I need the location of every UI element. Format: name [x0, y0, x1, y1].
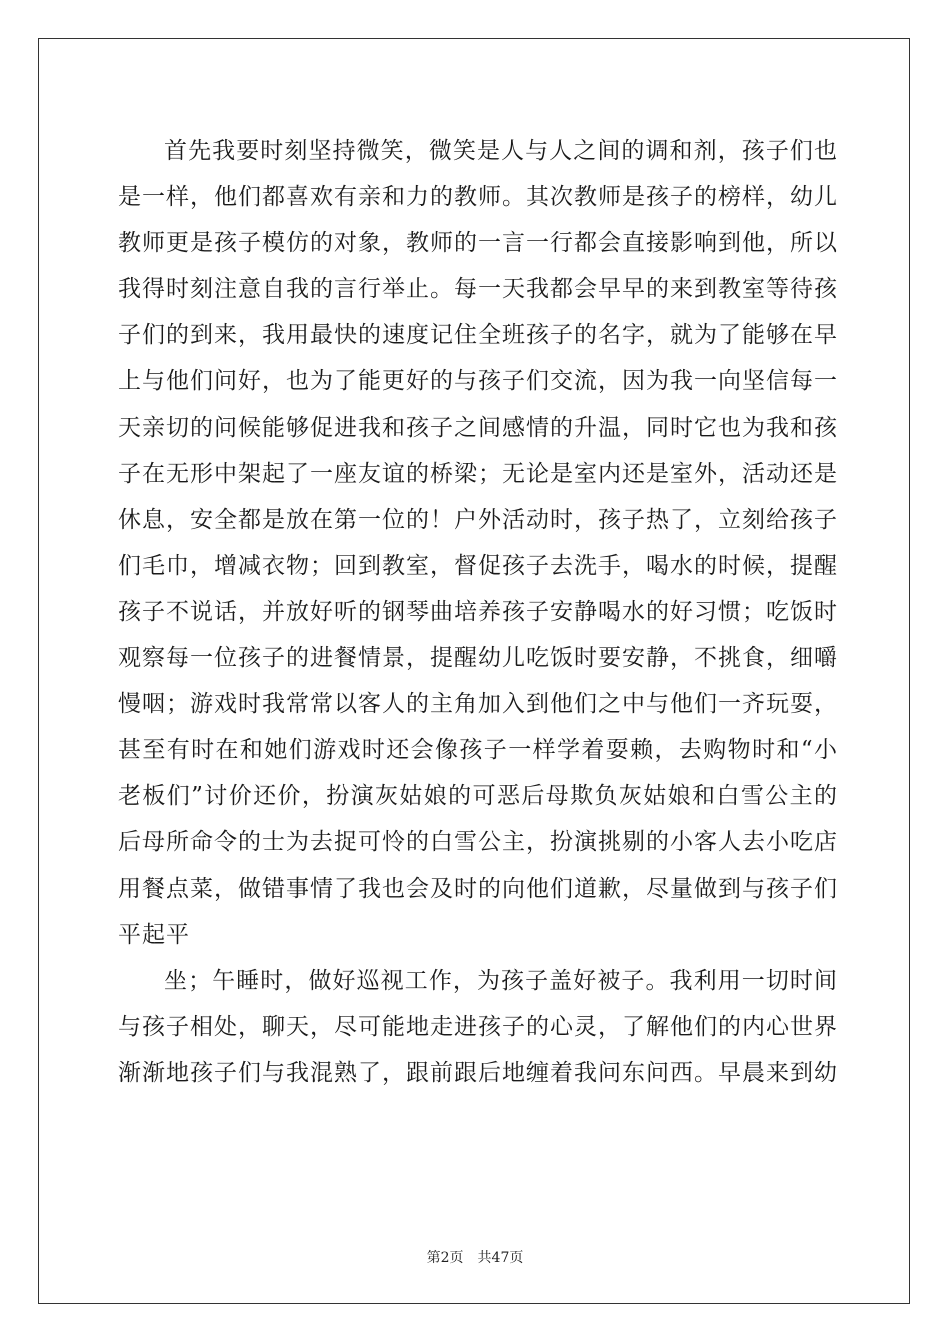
page-number: 第2页 — [426, 1250, 464, 1266]
paragraph-1: 首先我要时刻坚持微笑，微笑是人与人之间的调和剂，孩子们也是一样，他们都喜欢有亲和力的教师。其次教师是孩子的榜样，幼儿教师更是孩子模仿的对象，教师的一言一行都会直接影响到他，所以我得时刻注意自我的言行举止。每一天我都会早早的来到教室等待孩子们的到来，我用最快的速度记住全班孩子的名字，就为了能够在早上与他们问好，也为了能更好的与孩子们交流，因为我一向坚信每一天亲切的问候能够促进我和孩子之间感情的升温，同时它也为我和孩子在无形中架起了一座友谊的桥梁；无论是室内还是室外，活动还是休息，安全都是放在第一位的！户外活动时，孩子热了，立刻给孩子们毛巾，增减衣物；回到教室，督促孩子去洗手，喝水的时候，提醒孩子不说话，并放好听的钢琴曲培养孩子安静喝水的好习惯；吃饭时观察每一位孩子的进餐情景，提醒幼儿吃饭时要安静，不挑食，细嚼慢咽；游戏时我常常以客人的主角加入到他们之中与他们一齐玩耍，甚至有时在和她们游戏时还会像孩子一样学着耍赖，去购物时和“小老板们”讨价还价，扮演灰姑娘的可恶后母欺负灰姑娘和白雪公主的后母所命令的士为去捉可怜的白雪公主，扮演挑剔的小客人去小吃店用餐点菜，做错事情了我也会及时的向他们道歉，尽量做到与孩子们平起平 — [118, 138, 838, 948]
page-footer — [0, 1247, 950, 1267]
document-body — [118, 128, 838, 1096]
paragraph-2: 坐；午睡时，做好巡视工作，为孩子盖好被子。我利用一切时间与孩子相处，聊天，尽可能地走进孩子的心灵，了解他们的内心世界渐渐地孩子们与我混熟了，跟前跟后地缠着我问东问西。早晨来到幼 — [118, 967, 838, 1086]
total-pages: 共47页 — [477, 1250, 524, 1266]
